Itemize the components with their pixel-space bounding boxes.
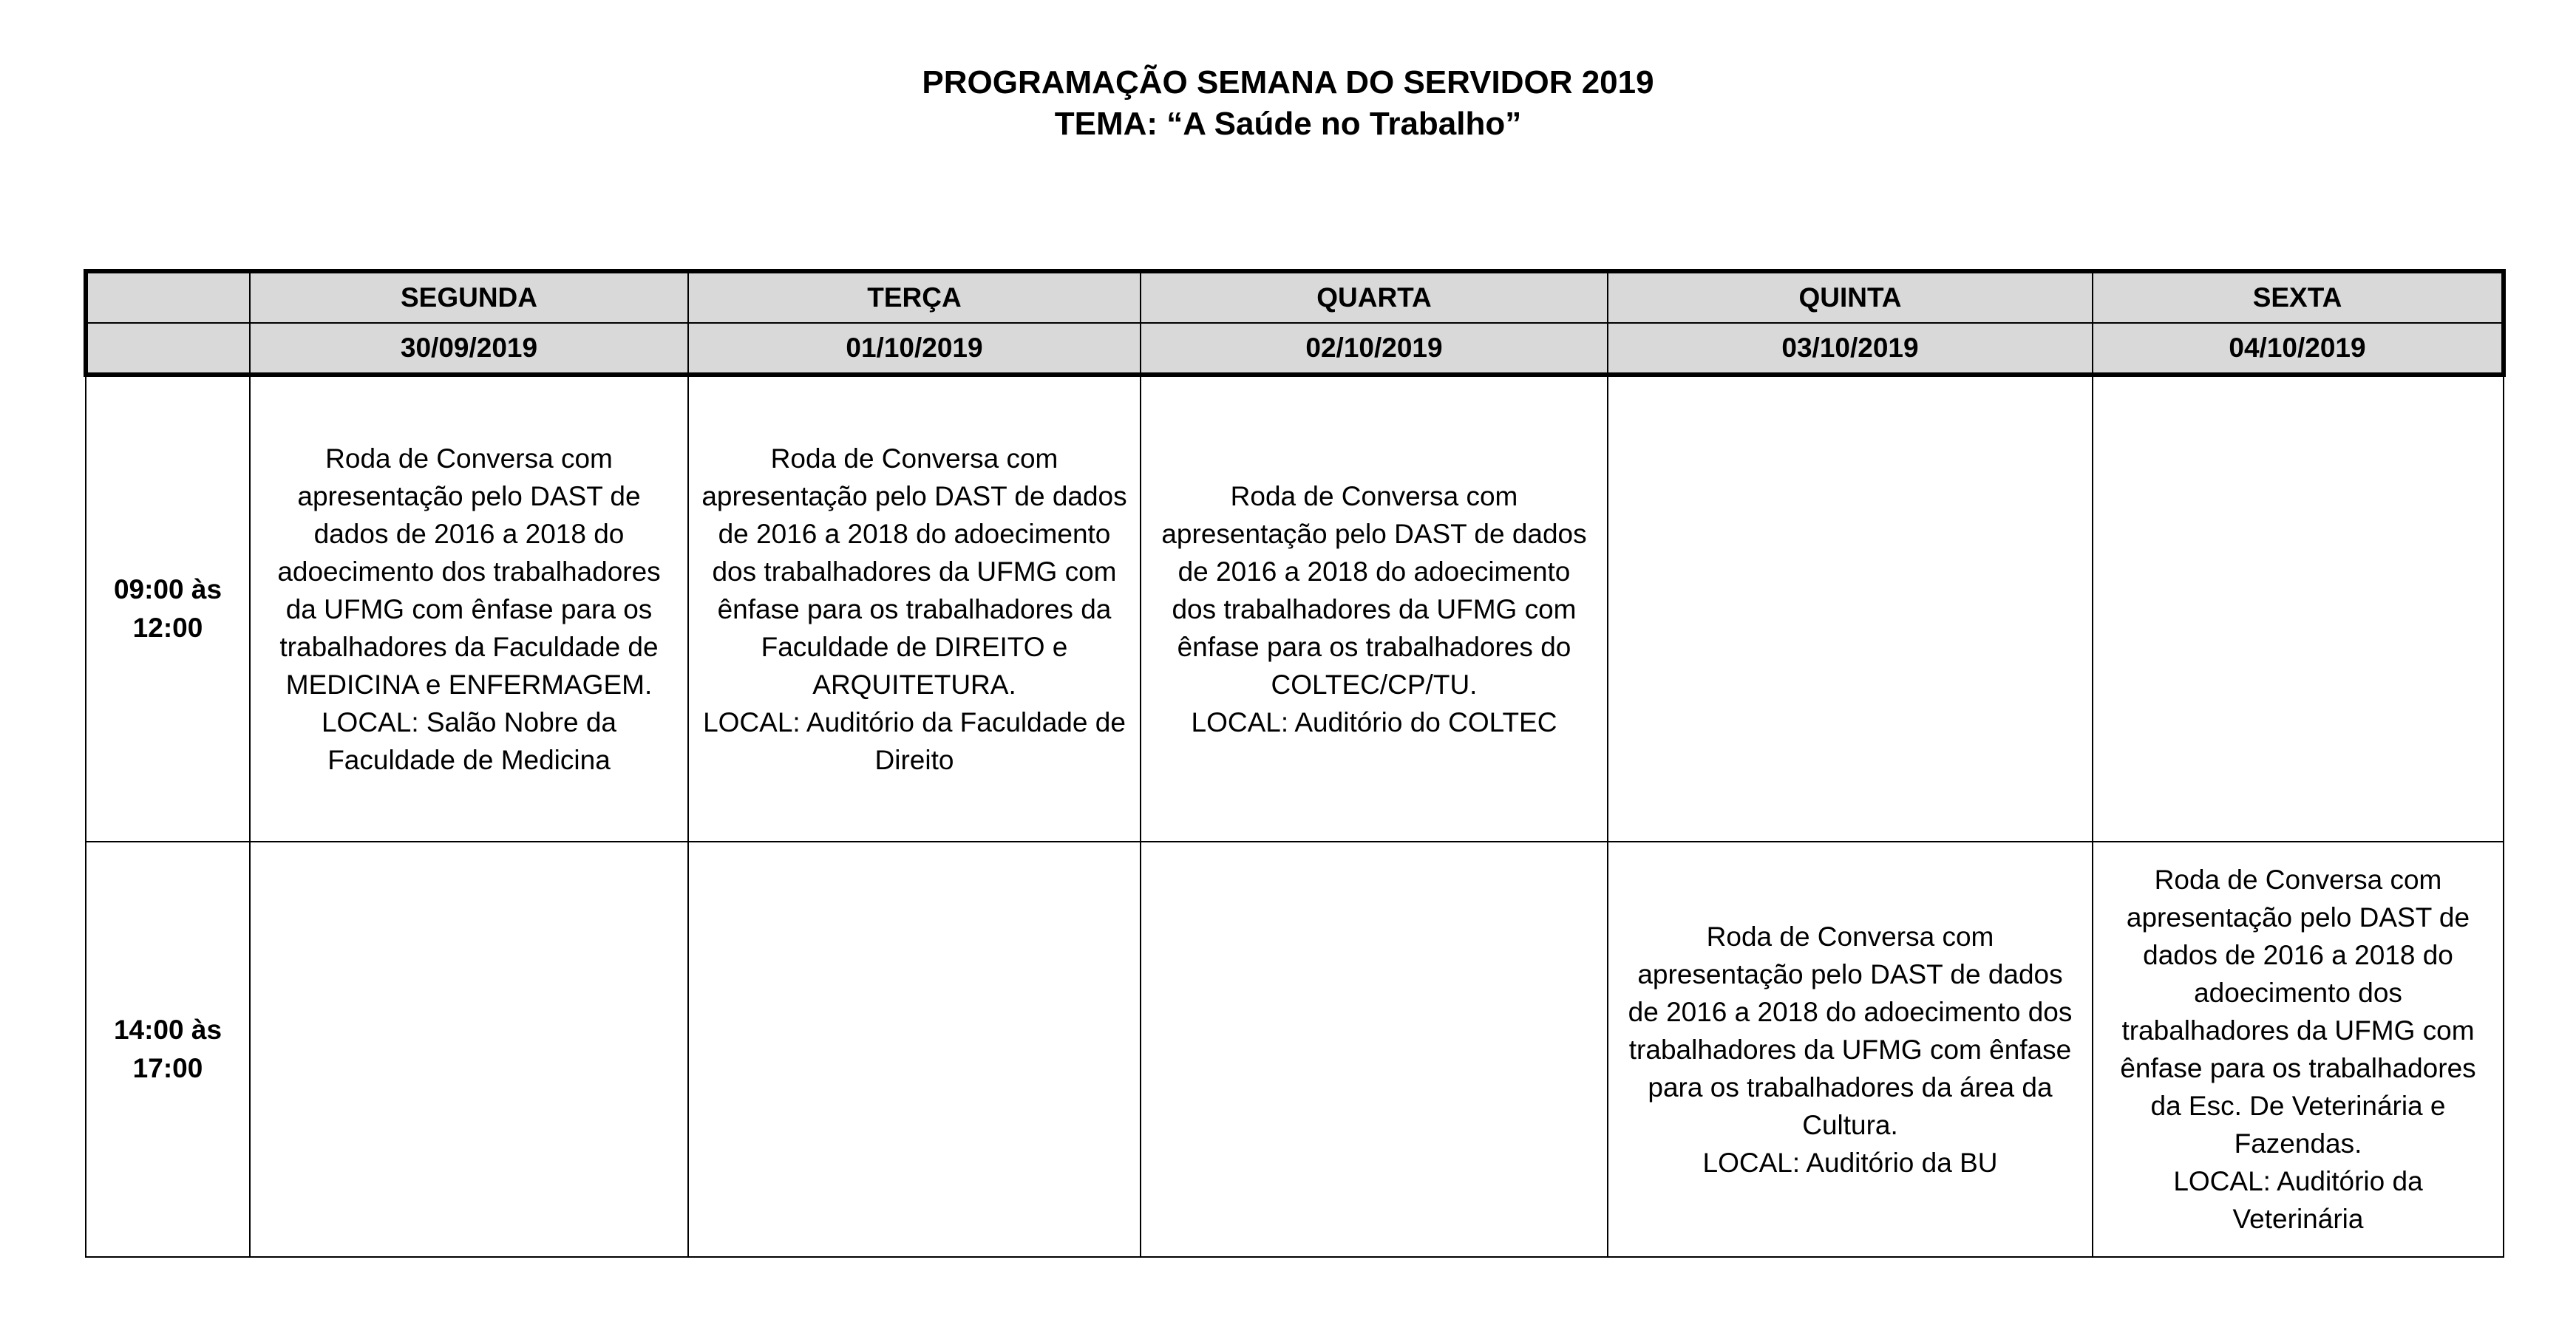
event-text-line: para os trabalhadores da área da [1648, 1071, 2053, 1103]
header-day-wednesday: QUARTA [1141, 271, 1608, 323]
event-text-line: da UFMG com ênfase para os [285, 593, 653, 624]
time-end: 12:00 [132, 613, 203, 643]
header-corner-cell [86, 271, 250, 323]
event-text-line: dados de 2016 a 2018 do [2143, 940, 2453, 970]
event-text-line: Cultura. [1802, 1109, 1898, 1140]
afternoon-slot-row [86, 842, 2504, 1257]
event-text-line: LOCAL: Auditório da [2173, 1166, 2423, 1196]
event-cell [1608, 842, 2093, 1257]
event-text-line: adoecimento dos trabalhadores [277, 556, 661, 587]
event-cell [250, 842, 688, 1257]
event-text-line: LOCAL: Auditório do COLTEC [1191, 706, 1557, 737]
time-slot-afternoon [86, 842, 250, 1257]
schedule-table [84, 269, 2506, 1258]
header-day-monday: SEGUNDA [250, 271, 688, 323]
event-text-line: LOCAL: Auditório da Faculdade de [703, 706, 1126, 737]
event-text-line: Veterinária [2232, 1204, 2364, 1234]
event-cell [2093, 375, 2504, 842]
event-cell [2093, 842, 2504, 1257]
event-text-line: ênfase para os trabalhadores [2120, 1053, 2476, 1083]
event-text-line: apresentação pelo DAST de [2126, 902, 2470, 933]
event-cell [688, 842, 1141, 1257]
event-text-line: Roda de Conversa com [770, 443, 1058, 474]
event-text-line: Roda de Conversa com [2154, 865, 2442, 895]
event-text-line: trabalhadores da UFMG com ênfase [1628, 1034, 2072, 1065]
event-cell [250, 375, 688, 842]
header-date-tuesday: 01/10/2019 [688, 323, 1141, 375]
header-row-days [86, 271, 2504, 323]
header-corner-cell [86, 323, 250, 375]
header-day-thursday: QUINTA [1608, 271, 2093, 323]
event-cell [688, 375, 1141, 842]
event-text-line: apresentação pelo DAST de dados [1161, 518, 1587, 549]
time-slot-morning [86, 375, 250, 842]
event-text-line: trabalhadores da Faculdade de [279, 631, 659, 662]
event-cell [1141, 842, 1608, 1257]
header-date-wednesday: 02/10/2019 [1141, 323, 1608, 375]
event-text-line: apresentação pelo DAST de dados [701, 480, 1127, 511]
event-text-line: ARQUITETURA. [812, 669, 1016, 700]
time-end: 17:00 [132, 1053, 203, 1083]
event-text-line: dos trabalhadores da UFMG com [712, 556, 1117, 587]
event-text-line: Roda de Conversa com [325, 443, 613, 474]
morning-slot-row [86, 375, 2504, 842]
header-date-thursday: 03/10/2019 [1608, 323, 2093, 375]
header-date-friday: 04/10/2019 [2093, 323, 2504, 375]
event-text-line: da Esc. De Veterinária e [2150, 1091, 2446, 1121]
event-text-line: apresentação pelo DAST de dados [1637, 958, 2063, 989]
title-block [0, 62, 2576, 145]
header-day-tuesday: TERÇA [688, 271, 1141, 323]
event-text-line: Direito [874, 744, 954, 775]
event-text-line: de 2016 a 2018 do adoecimento [718, 518, 1111, 549]
time-start: 14:00 às [113, 1015, 222, 1045]
event-text-line: Faculdade de Medicina [327, 744, 611, 775]
time-start: 09:00 às [113, 574, 222, 604]
event-text-line: de 2016 a 2018 do adoecimento [1177, 556, 1571, 587]
header-day-friday: SEXTA [2093, 271, 2504, 323]
event-text-line: MEDICINA e ENFERMAGEM. [285, 669, 653, 700]
event-text-line: dados de 2016 a 2018 do [313, 518, 625, 549]
event-text-line: LOCAL: Auditório da BU [1702, 1147, 1998, 1178]
header-date-monday: 30/09/2019 [250, 323, 688, 375]
event-text-line: COLTEC/CP/TU. [1271, 669, 1478, 700]
event-text-line: adoecimento dos [2194, 978, 2402, 1008]
event-text-line: apresentação pelo DAST de [297, 480, 641, 511]
event-text-line: ênfase para os trabalhadores da [717, 593, 1112, 624]
header-row-dates [86, 323, 2504, 375]
page-title: PROGRAMAÇÃO SEMANA DO SERVIDOR 2019 [922, 64, 1654, 100]
event-text-line: Roda de Conversa com [1706, 921, 1994, 952]
event-text-line: Fazendas. [2234, 1128, 2362, 1159]
event-text-line: trabalhadores da UFMG com [2121, 1015, 2475, 1046]
event-text-line: LOCAL: Salão Nobre da [321, 706, 616, 737]
event-text-line: Roda de Conversa com [1230, 480, 1518, 511]
event-cell [1141, 375, 1608, 842]
event-text-line: de 2016 a 2018 do adoecimento dos [1628, 996, 2073, 1027]
event-text-line: ênfase para os trabalhadores do [1177, 631, 1571, 662]
page-theme: TEMA: “A Saúde no Trabalho” [1054, 106, 1522, 142]
event-text-line: dos trabalhadores da UFMG com [1172, 593, 1577, 624]
event-text-line: Faculdade de DIREITO e [761, 631, 1068, 662]
event-cell [1608, 375, 2093, 842]
